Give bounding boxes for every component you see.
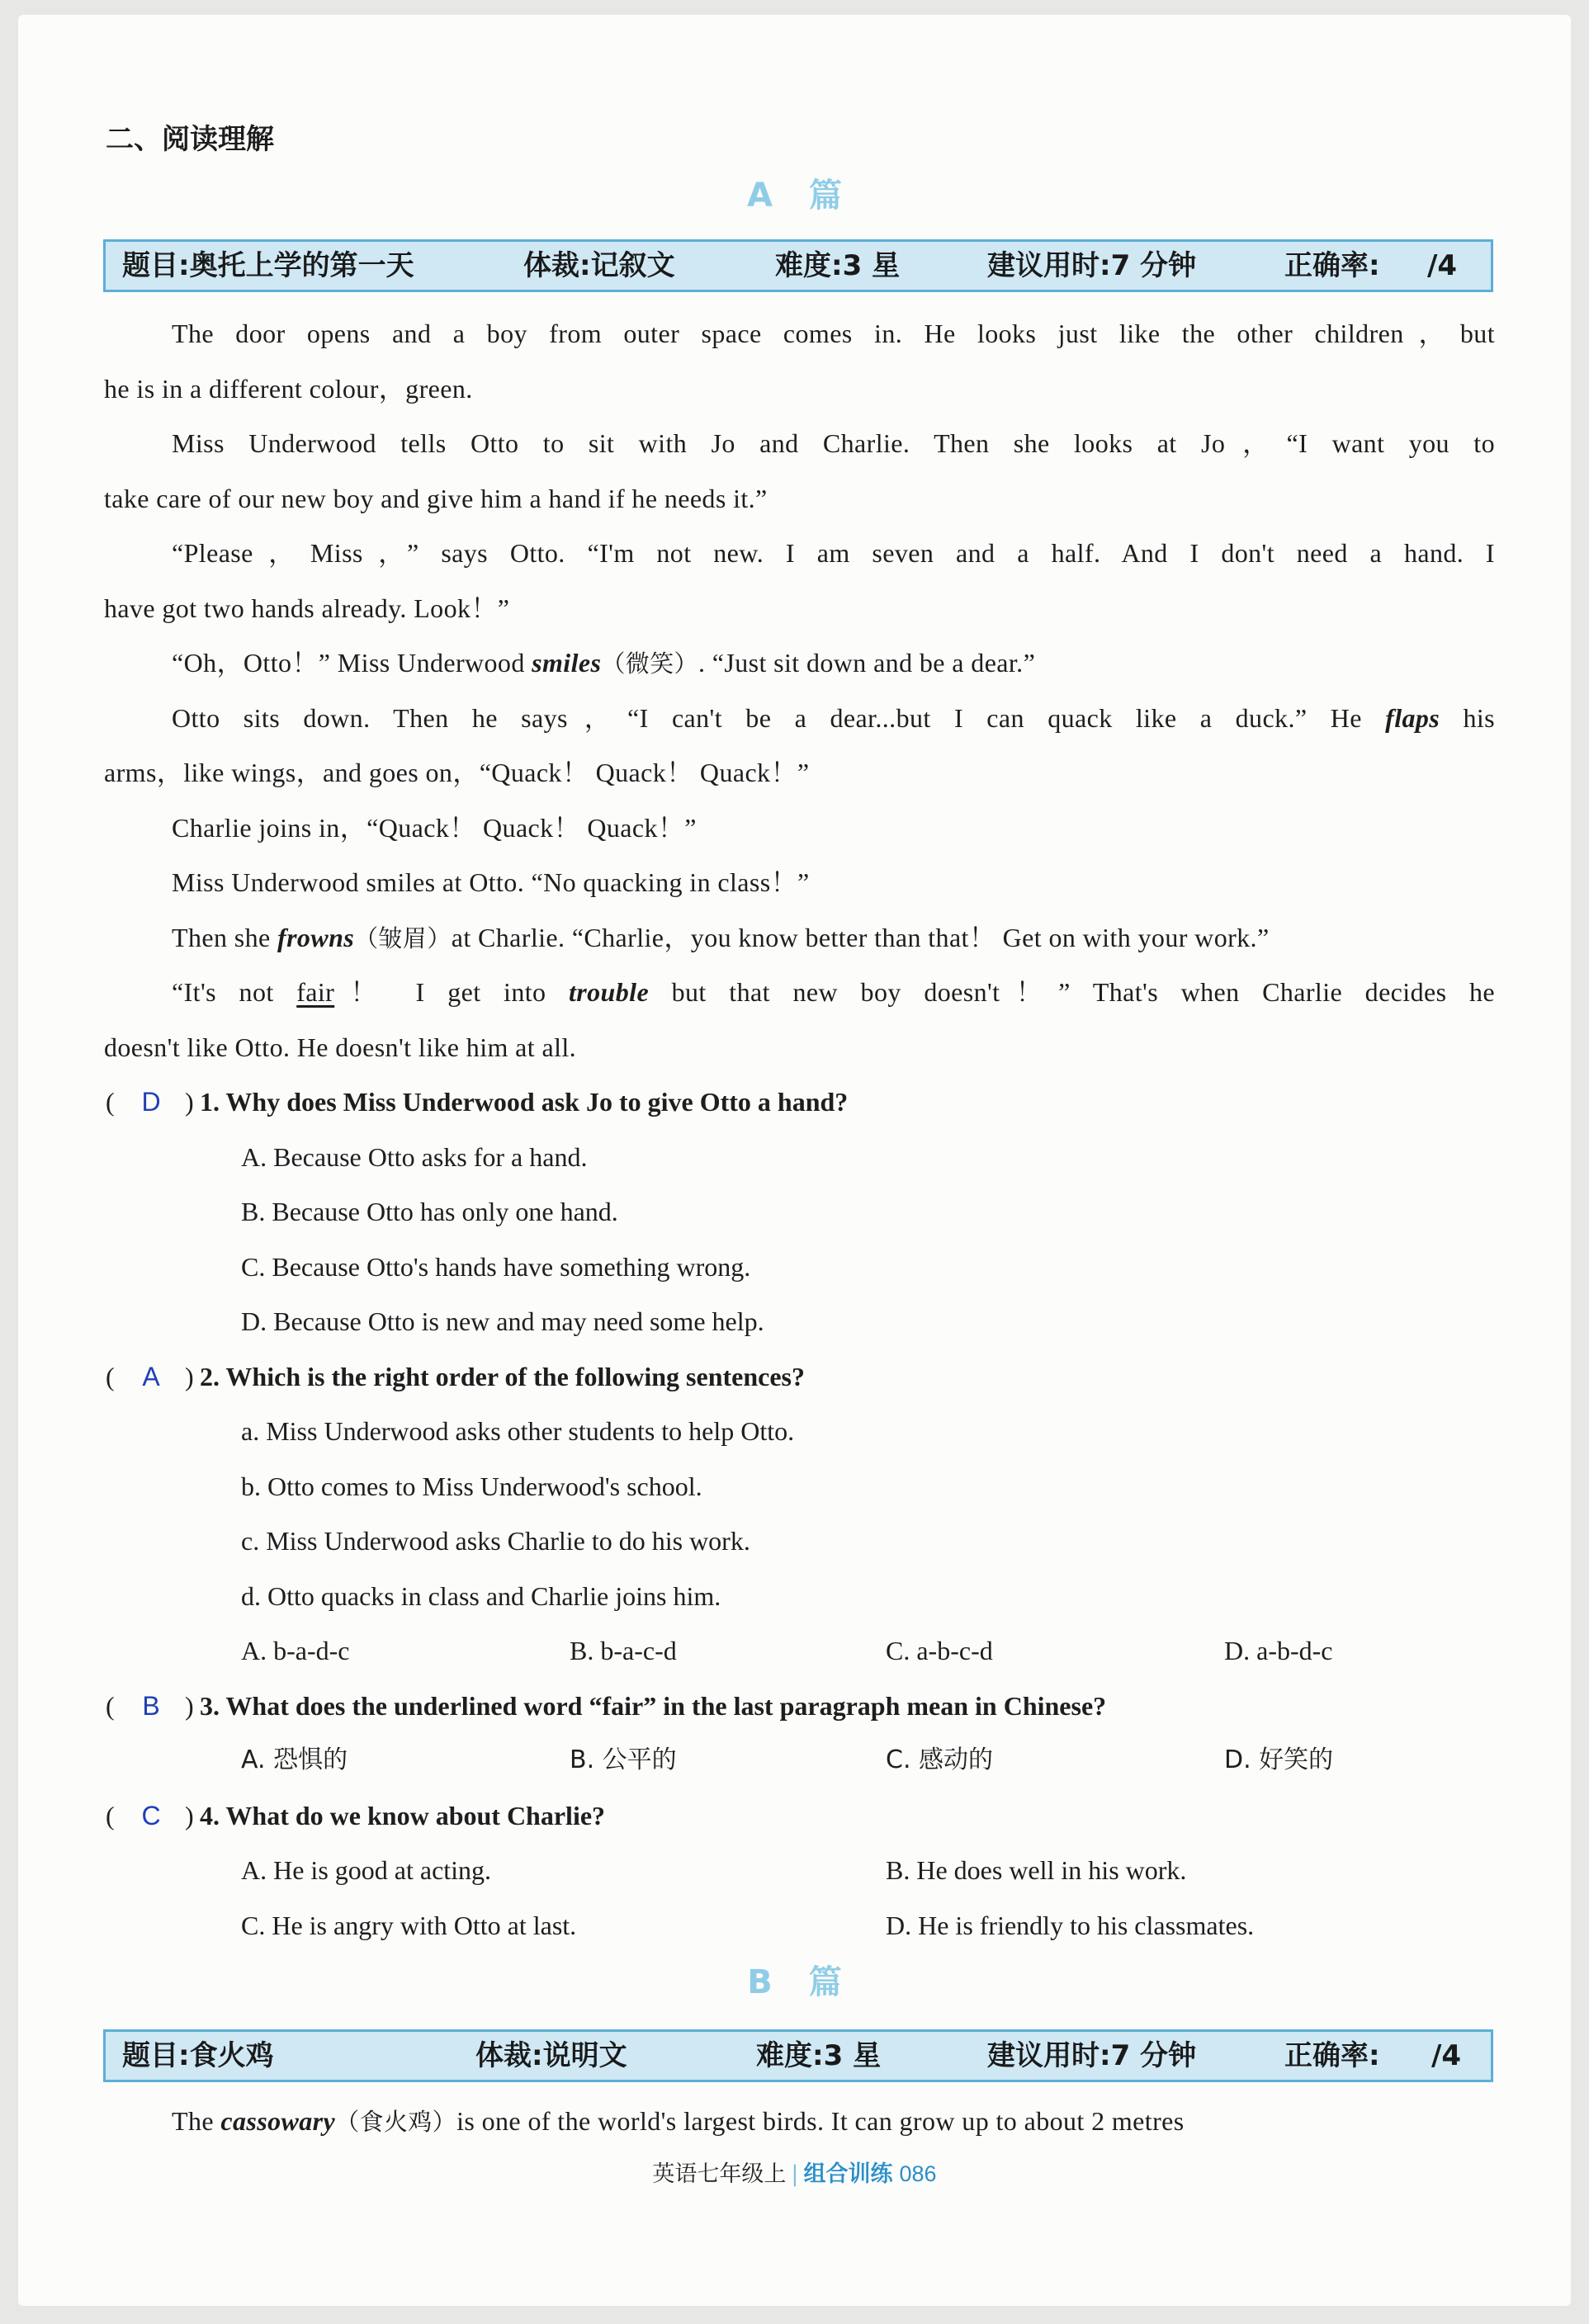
passage-line: [104, 801, 1495, 856]
question-1-option-b: [0, 1184, 1589, 1240]
answer-paren-open: (: [106, 1361, 115, 1391]
passage-line: [104, 910, 1495, 966]
accuracy-score: /4: [1431, 2039, 1462, 2072]
genre-label: 体裁:记叙文: [523, 249, 675, 282]
option-a: A. He is good at acting.: [241, 1855, 492, 1885]
passage-line: [104, 855, 1495, 910]
option-d: D. a-b-d-c: [1224, 1636, 1333, 1665]
answer-paren-open: (: [106, 1800, 115, 1830]
text-run: is one of the world's largest birds. It can grow up to about 2 metres: [456, 2106, 1185, 2136]
question-4: [0, 1788, 1589, 1844]
answer-paren-open: (: [106, 1690, 115, 1721]
text-run: Charlie joins in，“Quack！ Quack！ Quack！”: [172, 812, 697, 843]
question-3: [0, 1679, 1589, 1734]
passage-line: [104, 965, 1495, 1020]
passage-a-label: [0, 175, 1589, 216]
text-run: his: [1440, 702, 1495, 733]
option-b: B. He does well in his work.: [886, 1855, 1187, 1885]
question-2-sentence-d: [0, 1569, 1589, 1624]
answer-1: D: [141, 1087, 161, 1117]
question-1-option-d: [0, 1294, 1589, 1349]
question-2: [0, 1349, 1589, 1405]
difficulty-label: 难度:3 星: [775, 249, 901, 282]
passage-b-word: 篇: [808, 1963, 842, 2001]
passage-a-word: 篇: [808, 177, 842, 215]
sentence-text: a. Miss Underwood asks other students to help Otto.: [241, 1416, 795, 1446]
page-number: 086: [899, 2161, 937, 2186]
chinese-gloss: （微笑）: [601, 649, 698, 678]
question-1-option-c: [0, 1240, 1589, 1295]
text-run: Then she: [172, 922, 278, 952]
answer-paren-close: ): [185, 1800, 194, 1830]
text-run: have got two hands already. Look！”: [104, 593, 510, 623]
sentence-text: d. Otto quacks in class and Charlie joins him.: [241, 1580, 721, 1611]
text-run: “It's not: [172, 977, 297, 1007]
option-b: B. b-a-c-d: [570, 1636, 677, 1665]
option-b: B. 公平的: [570, 1745, 677, 1774]
topic-label: 题目:食火鸡: [122, 2039, 274, 2072]
question-1-option-a: [0, 1130, 1589, 1185]
chinese-gloss: （食火鸡）: [335, 2108, 457, 2136]
accuracy-label: 正确率:: [1284, 249, 1380, 282]
answer-4: C: [141, 1800, 161, 1830]
question-2-sentence-a: [0, 1404, 1589, 1459]
passage-a-letter: A: [747, 177, 773, 215]
text-run: “Please，Miss，” says Otto. “I'm not new. I am seven and a half. And I don't need a hand. I: [172, 538, 1495, 568]
option-c: C. a-b-c-d: [886, 1636, 993, 1665]
text-run: ！ I get into: [334, 977, 570, 1007]
question-3-options: [0, 1733, 1589, 1788]
question-4-text: 4. What do we know about Charlie?: [200, 1800, 606, 1830]
question-1: [0, 1075, 1589, 1130]
passage-b: [0, 2094, 1589, 2149]
option-a: A. b-a-d-c: [241, 1636, 350, 1665]
answer-paren-close: ): [185, 1690, 194, 1721]
difficulty-label: 难度:3 星: [756, 2039, 882, 2072]
answer-paren-close: ): [185, 1361, 194, 1391]
text-run: at Charlie. “Charlie，you know better than that！ Get on with your work.”: [451, 922, 1270, 952]
answer-2: A: [142, 1361, 160, 1391]
sentence-text: c. Miss Underwood asks Charlie to do his work.: [241, 1526, 750, 1556]
text-run: Otto sits down. Then he says，“I can't be a dear...but I can quack like a duck.” He: [172, 702, 1386, 733]
chinese-gloss: （皱眉）: [354, 923, 452, 952]
accuracy-label: 正确率:: [1284, 2039, 1380, 2072]
question-3-text: 3. What does the underlined word “fair” in the last paragraph mean in Chinese?: [200, 1690, 1107, 1721]
emphasized-word: cassowary: [220, 2106, 336, 2136]
sentence-text: b. Otto comes to Miss Underwood's school.: [241, 1471, 702, 1501]
question-1-text: 1. Why does Miss Underwood ask Jo to give Otto a hand?: [200, 1087, 849, 1117]
option-d: D. 好笑的: [1224, 1745, 1334, 1774]
text-run: “Oh，Otto！” Miss Underwood: [172, 648, 532, 678]
option-a: A. 恐惧的: [241, 1745, 348, 1774]
text-run: The door opens and a boy from outer space comes in. He looks just like the other children，but: [172, 319, 1495, 348]
section-title: 二、阅读理解: [106, 123, 274, 156]
emphasized-word: smiles: [532, 648, 602, 678]
emphasized-word: trouble: [569, 977, 650, 1007]
passage-line: [104, 361, 1495, 417]
passage-line: [104, 526, 1495, 581]
footer-series: 组合训练: [803, 2161, 893, 2187]
topic-label: 题目:奥托上学的第一天: [122, 249, 414, 282]
text-run: The: [172, 2106, 221, 2136]
passage-a-and-questions: [0, 306, 1589, 1953]
passage-line: [104, 306, 1495, 361]
passage-line: [104, 1020, 1495, 1075]
emphasized-word: flaps: [1385, 702, 1440, 733]
footer-divider: |: [791, 2161, 799, 2187]
option-text: B. Because Otto has only one hand.: [241, 1197, 618, 1226]
option-c: C. 感动的: [886, 1745, 994, 1774]
text-run: he is in a different colour，green.: [104, 373, 473, 404]
underlined-word: fair: [296, 977, 335, 1007]
text-run: arms，like wings，and goes on，“Quack！ Quack！ Quack！”: [104, 758, 810, 787]
accuracy-score: /4: [1427, 249, 1458, 282]
passage-line: [104, 635, 1495, 691]
answer-paren-close: ): [185, 1087, 194, 1117]
question-4-options-row-1: [0, 1843, 1589, 1898]
passage-line: [104, 2094, 1495, 2149]
option-text: D. Because Otto is new and may need some help.: [241, 1306, 764, 1336]
passage-line: [104, 581, 1495, 636]
genre-label: 体裁:说明文: [475, 2039, 627, 2072]
time-label: 建议用时:7 分钟: [987, 2039, 1197, 2072]
passage-line: [104, 745, 1495, 801]
passage-line: [104, 471, 1495, 527]
option-c: C. He is angry with Otto at last.: [241, 1910, 577, 1940]
question-2-options: [0, 1623, 1589, 1679]
text-run: doesn't like Otto. He doesn't like him at all.: [104, 1032, 577, 1062]
time-label: 建议用时:7 分钟: [987, 249, 1197, 282]
text-run: . “Just sit down and be a dear.”: [698, 648, 1036, 678]
passage-b-letter: B: [747, 1963, 773, 2001]
option-text: C. Because Otto's hands have something wrong.: [241, 1251, 751, 1282]
answer-paren-open: (: [106, 1087, 115, 1117]
passage-b-label: [0, 1962, 1589, 2003]
passage-a-info-box: [103, 239, 1493, 292]
text-run: but that new boy doesn't！” That's when Charlie decides he: [649, 977, 1495, 1007]
footer-book-title: 英语七年级上: [652, 2161, 787, 2187]
question-4-options-row-2: [0, 1898, 1589, 1953]
passage-line: [104, 691, 1495, 746]
text-run: take care of our new boy and give him a hand if he needs it.”: [104, 483, 768, 513]
option-d: D. He is friendly to his classmates.: [886, 1910, 1255, 1940]
question-2-sentence-c: [0, 1514, 1589, 1569]
text-run: Miss Underwood smiles at Otto. “No quacking in class！”: [172, 867, 810, 897]
passage-line: [104, 416, 1495, 471]
text-run: Miss Underwood tells Otto to sit with Jo and Charlie. Then she looks at Jo，“I want you to: [172, 428, 1495, 458]
answer-3: B: [142, 1690, 160, 1721]
emphasized-word: frowns: [277, 922, 355, 952]
question-2-text: 2. Which is the right order of the following sentences?: [200, 1361, 805, 1391]
question-2-sentence-b: [0, 1459, 1589, 1514]
passage-b-info-box: [103, 2029, 1493, 2082]
page-footer: [0, 2156, 1589, 2192]
passage-b-text: [0, 2094, 1589, 2149]
passage-a: [0, 306, 1589, 1075]
option-text: A. Because Otto asks for a hand.: [241, 1141, 588, 1172]
